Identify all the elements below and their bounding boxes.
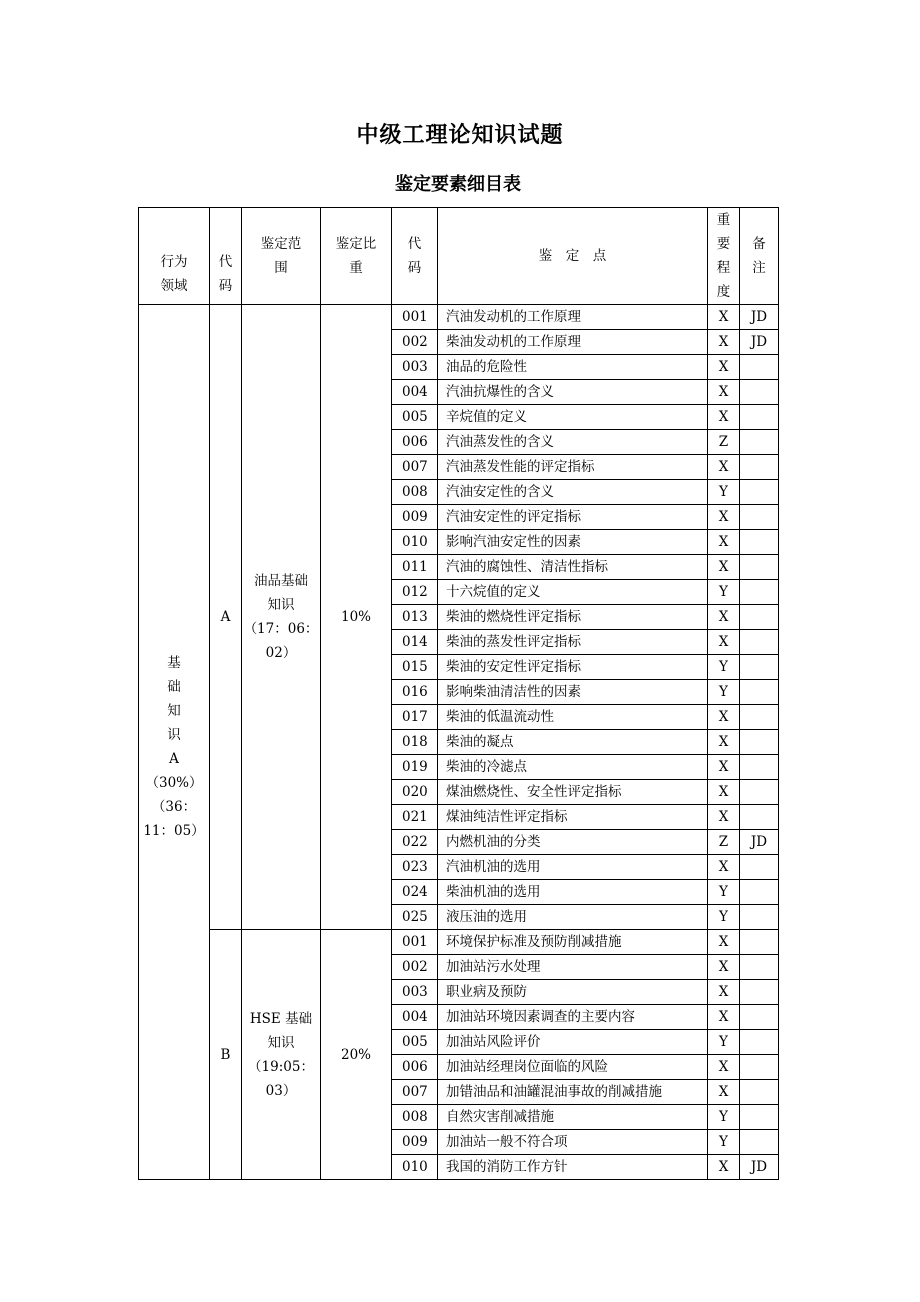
- section-code-cell: A: [210, 305, 242, 930]
- note-cell: [740, 930, 779, 955]
- note-cell: [740, 430, 779, 455]
- header-code: 代码: [392, 208, 438, 305]
- note-cell: [740, 555, 779, 580]
- importance-cell: X: [708, 955, 740, 980]
- point-code-cell: 003: [392, 980, 438, 1005]
- point-code-cell: 013: [392, 605, 438, 630]
- importance-cell: X: [708, 1080, 740, 1105]
- importance-cell: X: [708, 730, 740, 755]
- point-text-cell: 柴油的冷滤点: [438, 755, 708, 780]
- point-code-cell: 001: [392, 305, 438, 330]
- importance-cell: X: [708, 805, 740, 830]
- point-code-cell: 008: [392, 480, 438, 505]
- importance-cell: X: [708, 1155, 740, 1180]
- note-cell: [740, 1005, 779, 1030]
- point-text-cell: 柴油发动机的工作原理: [438, 330, 708, 355]
- point-code-cell: 002: [392, 955, 438, 980]
- point-text-cell: 柴油的蒸发性评定指标: [438, 630, 708, 655]
- importance-cell: Y: [708, 905, 740, 930]
- importance-cell: X: [708, 605, 740, 630]
- point-text-cell: 影响柴油清洁性的因素: [438, 680, 708, 705]
- domain-name-part: 识: [167, 727, 181, 743]
- point-text-cell: 汽油蒸发性能的评定指标: [438, 455, 708, 480]
- point-code-cell: 023: [392, 855, 438, 880]
- point-code-cell: 002: [392, 330, 438, 355]
- header-domain: 行为领域: [139, 208, 210, 305]
- point-text-cell: 环境保护标准及预防削减措施: [438, 930, 708, 955]
- importance-cell: Y: [708, 1105, 740, 1130]
- importance-cell: X: [708, 630, 740, 655]
- note-cell: [740, 405, 779, 430]
- note-cell: [740, 755, 779, 780]
- importance-cell: Z: [708, 830, 740, 855]
- point-code-cell: 014: [392, 630, 438, 655]
- point-text-cell: 汽油安定性的评定指标: [438, 505, 708, 530]
- point-code-cell: 010: [392, 530, 438, 555]
- point-code-cell: 025: [392, 905, 438, 930]
- note-cell: [740, 1105, 779, 1130]
- point-code-cell: 015: [392, 655, 438, 680]
- header-point: 鉴 定 点: [438, 208, 708, 305]
- scope-line: 03）: [265, 1082, 297, 1099]
- page-subtitle: 鉴定要素细目表: [395, 174, 521, 195]
- header-ratio: 鉴定比重: [321, 208, 392, 305]
- header-row: [139, 208, 779, 305]
- importance-cell: Y: [708, 1030, 740, 1055]
- note-cell: [740, 455, 779, 480]
- importance-cell: Y: [708, 880, 740, 905]
- note-cell: [740, 1130, 779, 1155]
- point-text-cell: 加油站一般不符合项: [438, 1130, 708, 1155]
- point-text-cell: 汽油发动机的工作原理: [438, 305, 708, 330]
- point-text-cell: 内燃机油的分类: [438, 830, 708, 855]
- importance-cell: Z: [708, 430, 740, 455]
- point-code-cell: 011: [392, 555, 438, 580]
- point-code-cell: 024: [392, 880, 438, 905]
- importance-cell: X: [708, 755, 740, 780]
- point-code-cell: 008: [392, 1105, 438, 1130]
- note-cell: [740, 605, 779, 630]
- note-cell: [740, 805, 779, 830]
- note-cell: [740, 980, 779, 1005]
- importance-cell: X: [708, 355, 740, 380]
- domain-name-part: 础: [167, 679, 181, 695]
- importance-cell: X: [708, 305, 740, 330]
- point-text-cell: 汽油安定性的含义: [438, 480, 708, 505]
- point-code-cell: 007: [392, 1080, 438, 1105]
- table-row: [139, 305, 779, 330]
- section-ratio-cell: 20%: [321, 930, 392, 1180]
- point-code-cell: 005: [392, 405, 438, 430]
- point-text-cell: 汽油机油的选用: [438, 855, 708, 880]
- point-text-cell: 汽油抗爆性的含义: [438, 380, 708, 405]
- section-scope-cell: [242, 305, 321, 930]
- point-code-cell: 003: [392, 355, 438, 380]
- importance-cell: X: [708, 405, 740, 430]
- note-cell: [740, 880, 779, 905]
- note-cell: [740, 1055, 779, 1080]
- scope-line: 02）: [265, 645, 297, 661]
- scope-line: 知识: [267, 1034, 295, 1051]
- point-code-cell: 022: [392, 830, 438, 855]
- importance-cell: X: [708, 330, 740, 355]
- importance-cell: Y: [708, 580, 740, 605]
- point-code-cell: 006: [392, 1055, 438, 1080]
- header-scope: 鉴定范围: [242, 208, 321, 305]
- note-cell: [740, 630, 779, 655]
- importance-cell: X: [708, 455, 740, 480]
- domain-name-part: （30%）: [145, 775, 203, 791]
- point-text-cell: 辛烷值的定义: [438, 405, 708, 430]
- note-cell: JD: [740, 1155, 779, 1180]
- importance-cell: X: [708, 1055, 740, 1080]
- importance-cell: Y: [708, 655, 740, 680]
- point-text-cell: 加错油品和油罐混油事故的削减措施: [438, 1080, 708, 1105]
- note-cell: [740, 355, 779, 380]
- point-code-cell: 018: [392, 730, 438, 755]
- header-note: 备注: [740, 208, 779, 305]
- point-code-cell: 004: [392, 380, 438, 405]
- note-cell: [740, 680, 779, 705]
- point-code-cell: 001: [392, 930, 438, 955]
- point-text-cell: 加油站环境因素调查的主要内容: [438, 1005, 708, 1030]
- section-ratio-cell: 10%: [321, 305, 392, 930]
- importance-cell: X: [708, 855, 740, 880]
- point-code-cell: 012: [392, 580, 438, 605]
- importance-cell: Y: [708, 480, 740, 505]
- note-cell: [740, 705, 779, 730]
- note-cell: JD: [740, 330, 779, 355]
- page-title: 中级工理论知识试题: [356, 123, 564, 148]
- point-text-cell: 柴油的安定性评定指标: [438, 655, 708, 680]
- point-code-cell: 007: [392, 455, 438, 480]
- header-domain-code: 代码: [210, 208, 242, 305]
- section-code-cell: B: [210, 930, 242, 1180]
- scope-line: （19:05：: [248, 1058, 314, 1075]
- point-code-cell: 004: [392, 1005, 438, 1030]
- point-code-cell: 016: [392, 680, 438, 705]
- point-code-cell: 021: [392, 805, 438, 830]
- point-text-cell: 汽油的腐蚀性、清洁性指标: [438, 555, 708, 580]
- note-cell: [740, 905, 779, 930]
- scope-line: 油品基础: [254, 573, 308, 589]
- domain-name-part: 知: [167, 703, 181, 719]
- note-cell: [740, 730, 779, 755]
- importance-cell: X: [708, 505, 740, 530]
- point-code-cell: 017: [392, 705, 438, 730]
- note-cell: [740, 380, 779, 405]
- importance-cell: X: [708, 530, 740, 555]
- point-text-cell: 加油站经理岗位面临的风险: [438, 1055, 708, 1080]
- importance-cell: X: [708, 980, 740, 1005]
- importance-cell: X: [708, 930, 740, 955]
- point-text-cell: 柴油的凝点: [438, 730, 708, 755]
- point-text-cell: 加油站污水处理: [438, 955, 708, 980]
- note-cell: [740, 855, 779, 880]
- note-cell: [740, 955, 779, 980]
- point-code-cell: 005: [392, 1030, 438, 1055]
- point-text-cell: 影响汽油安定性的因素: [438, 530, 708, 555]
- point-code-cell: 020: [392, 780, 438, 805]
- point-text-cell: 自然灾害削减措施: [438, 1105, 708, 1130]
- section-scope-cell: [242, 930, 321, 1180]
- point-text-cell: 职业病及预防: [438, 980, 708, 1005]
- importance-cell: X: [708, 555, 740, 580]
- scope-line: （17：06：: [243, 621, 319, 637]
- appraisal-elements-table: [138, 207, 779, 1180]
- domain-name-part: 基: [167, 655, 181, 671]
- point-text-cell: 柴油机油的选用: [438, 880, 708, 905]
- note-cell: JD: [740, 305, 779, 330]
- note-cell: [740, 505, 779, 530]
- note-cell: [740, 580, 779, 605]
- table-row: [139, 930, 779, 955]
- point-text-cell: 汽油蒸发性的含义: [438, 430, 708, 455]
- point-text-cell: 煤油纯洁性评定指标: [438, 805, 708, 830]
- header-importance: 重要程度: [708, 208, 740, 305]
- importance-cell: X: [708, 380, 740, 405]
- point-text-cell: 柴油的低温流动性: [438, 705, 708, 730]
- domain-cell: [139, 305, 210, 1180]
- point-text-cell: 油品的危险性: [438, 355, 708, 380]
- note-cell: [740, 530, 779, 555]
- note-cell: [740, 780, 779, 805]
- point-text-cell: 煤油燃烧性、安全性评定指标: [438, 780, 708, 805]
- importance-cell: Y: [708, 1130, 740, 1155]
- point-text-cell: 我国的消防工作方针: [438, 1155, 708, 1180]
- note-cell: [740, 655, 779, 680]
- point-code-cell: 006: [392, 430, 438, 455]
- note-cell: [740, 1080, 779, 1105]
- point-code-cell: 019: [392, 755, 438, 780]
- note-cell: [740, 1030, 779, 1055]
- point-text-cell: 液压油的选用: [438, 905, 708, 930]
- point-code-cell: 009: [392, 1130, 438, 1155]
- scope-line: HSE 基础: [249, 1010, 313, 1027]
- domain-name-part: A: [169, 751, 179, 767]
- point-text-cell: 十六烷值的定义: [438, 580, 708, 605]
- importance-cell: Y: [708, 680, 740, 705]
- domain-name-part: 11：05）: [143, 823, 205, 839]
- importance-cell: X: [708, 705, 740, 730]
- point-text-cell: 加油站风险评价: [438, 1030, 708, 1055]
- note-cell: [740, 480, 779, 505]
- importance-cell: X: [708, 1005, 740, 1030]
- point-code-cell: 009: [392, 505, 438, 530]
- point-text-cell: 柴油的燃烧性评定指标: [438, 605, 708, 630]
- scope-line: 知识: [267, 597, 295, 613]
- point-code-cell: 010: [392, 1155, 438, 1180]
- domain-name-part: （36：: [151, 799, 197, 815]
- note-cell: JD: [740, 830, 779, 855]
- importance-cell: X: [708, 780, 740, 805]
